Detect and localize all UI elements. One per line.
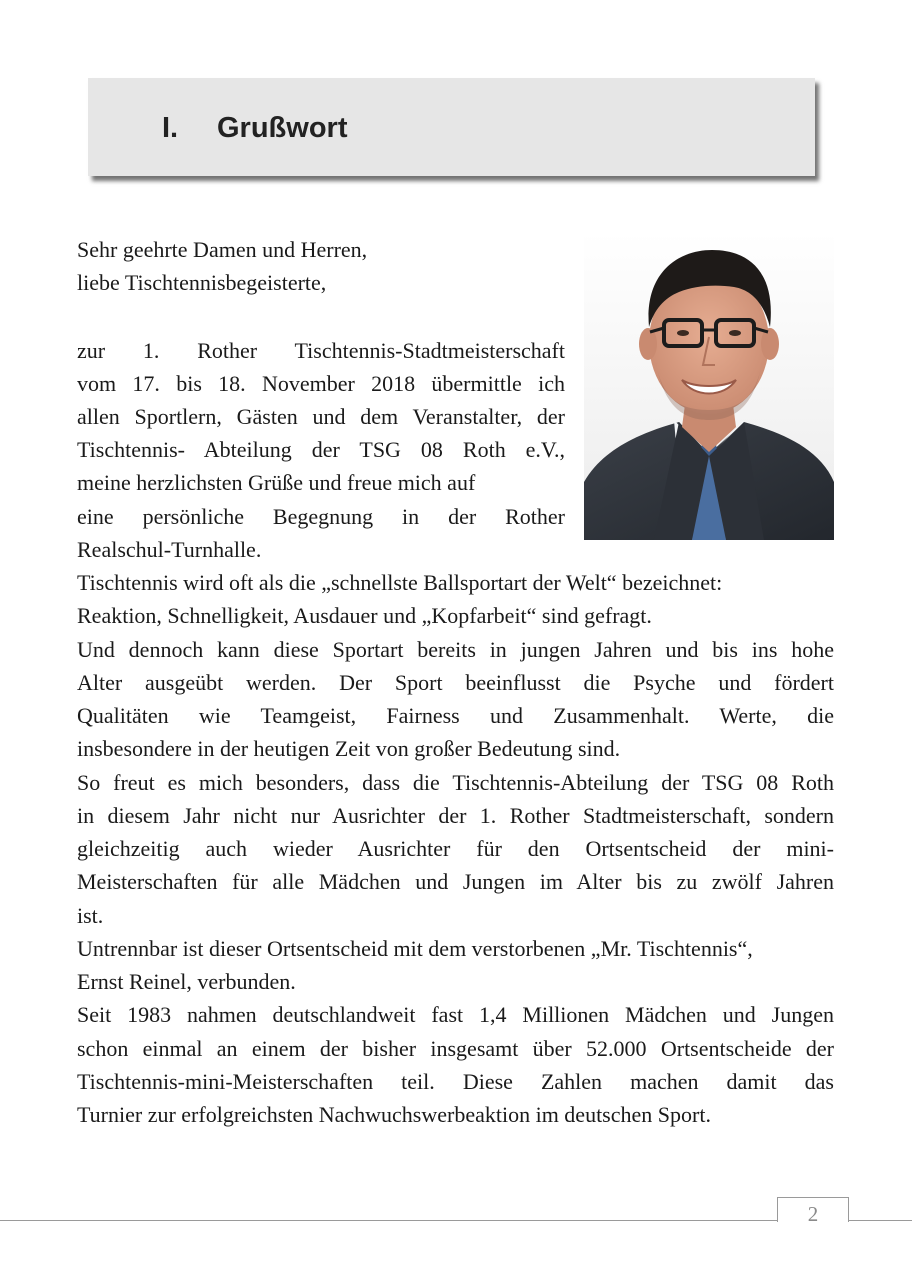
body-line: Reaktion, Schnelligkeit, Ausdauer und „Kopfarbeit“ sind gefragt. xyxy=(77,603,652,628)
body-line: eine persönliche Begegnung in der Rother xyxy=(77,504,565,529)
section-number: I. xyxy=(162,112,179,144)
body-line: Untrennbar ist dieser Ortsentscheid mit dem verstorbenen „Mr. Tischtennis“, xyxy=(77,936,753,961)
footer-rule xyxy=(0,1220,912,1221)
body-line: Realschul-Turnhalle. xyxy=(77,537,262,562)
section-title: Grußwort xyxy=(217,112,348,144)
body-line: ist. xyxy=(77,903,104,928)
portrait-photo xyxy=(584,232,834,540)
body-line: Tischtennis wird oft als die „schnellste Ballsportart der Welt“ bezeichnet: xyxy=(77,570,723,595)
body-line: Qualitäten wie Teamgeist, Fairness und Zusammenhalt. Werte, die xyxy=(77,703,834,728)
body-line: Seit 1983 nahmen deutschlandweit fast 1,4 Millionen Mädchen und Jungen xyxy=(77,1002,834,1027)
section-header xyxy=(88,78,815,176)
body-line: Meisterschaften für alle Mädchen und Jungen im Alter bis zu zwölf Jahren xyxy=(77,869,834,894)
body-line: Tischtennis- Abteilung der TSG 08 Roth e.V., xyxy=(77,437,565,462)
page-number-box xyxy=(777,1197,849,1226)
body-line: meine herzlichsten Grüße und freue mich auf xyxy=(77,470,476,495)
body-line: Turnier zur erfolgreichsten Nachwuchswerbeaktion im deutschen Sport. xyxy=(77,1102,711,1127)
greeting-line-2: liebe Tischtennisbegeisterte, xyxy=(77,270,327,295)
body-line: insbesondere in der heutigen Zeit von großer Bedeutung sind. xyxy=(77,736,621,761)
greeting-line-1: Sehr geehrte Damen und Herren, xyxy=(77,237,368,262)
body-line: gleichzeitig auch wieder Ausrichter für den Ortsentscheid der mini- xyxy=(77,836,834,861)
page-number: 2 xyxy=(807,1202,819,1226)
body-line: Alter ausgeübt werden. Der Sport beeinflusst die Psyche und fördert xyxy=(77,670,834,695)
body-line: allen Sportlern, Gästen und dem Veranstalter, der xyxy=(77,404,565,429)
body-line: schon einmal an einem der bisher insgesamt über 52.000 Ortsentscheide der xyxy=(77,1036,834,1061)
body-line: Tischtennis-mini-Meisterschaften teil. Diese Zahlen machen damit das xyxy=(77,1069,834,1094)
body-line: So freut es mich besonders, dass die Tischtennis-Abteilung der TSG 08 Roth xyxy=(77,770,834,795)
body-line: vom 17. bis 18. November 2018 übermittle ich xyxy=(77,371,565,396)
body-line: Ernst Reinel, verbunden. xyxy=(77,969,296,994)
body-line: zur 1. Rother Tischtennis-Stadtmeisterschaft xyxy=(77,338,565,363)
body-line: Und dennoch kann diese Sportart bereits in jungen Jahren und bis ins hohe xyxy=(77,637,834,662)
body-line: in diesem Jahr nicht nur Ausrichter der 1. Rother Stadtmeisterschaft, sondern xyxy=(77,803,834,828)
